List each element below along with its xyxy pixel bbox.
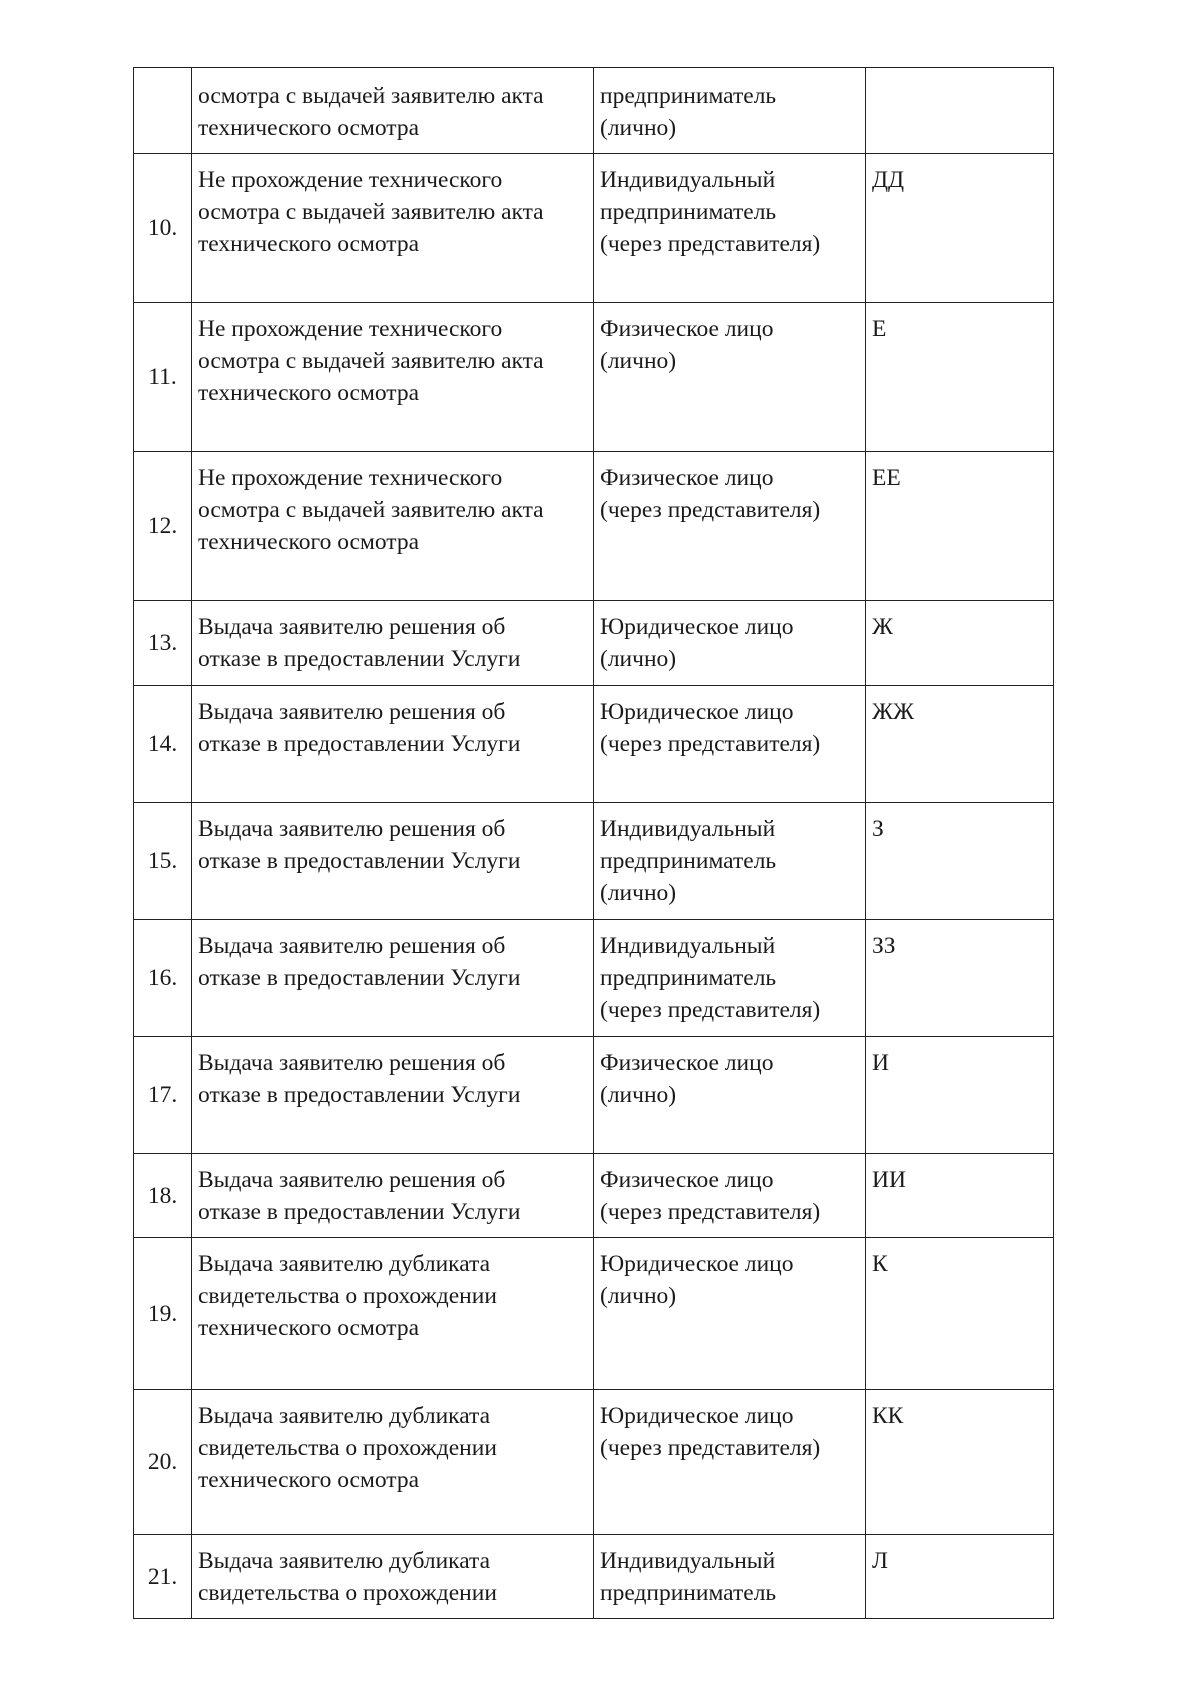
row-number xyxy=(134,68,192,154)
table-row xyxy=(134,1390,1054,1535)
code-cell: К xyxy=(866,1238,1054,1390)
table-row xyxy=(134,601,1054,686)
row-number: 12. xyxy=(134,452,192,601)
code-cell: КК xyxy=(866,1390,1054,1535)
service-cell: осмотра с выдачей заявителю акта технического осмотра xyxy=(192,68,594,154)
table-row xyxy=(134,452,1054,601)
row-number: 14. xyxy=(134,686,192,803)
row-number: 13. xyxy=(134,601,192,686)
code-cell: З xyxy=(866,803,1054,920)
table-row xyxy=(134,803,1054,920)
applicant-cell: Юридическое лицо (лично) xyxy=(594,601,866,686)
service-cell: Выдача заявителю решения об отказе в предоставлении Услуги xyxy=(192,601,594,686)
code-cell: ЕЕ xyxy=(866,452,1054,601)
service-cell: Выдача заявителю решения об отказе в предоставлении Услуги xyxy=(192,1037,594,1154)
row-number: 19. xyxy=(134,1238,192,1390)
table-row xyxy=(134,1154,1054,1238)
service-cell: Выдача заявителю решения об отказе в предоставлении Услуги xyxy=(192,803,594,920)
table-row xyxy=(134,68,1054,154)
applicant-cell: Юридическое лицо (через представителя) xyxy=(594,1390,866,1535)
service-cell: Не прохождение технического осмотра с выдачей заявителю акта технического осмотра xyxy=(192,452,594,601)
code-cell: ЗЗ xyxy=(866,920,1054,1037)
service-cell: Выдача заявителю дубликата свидетельства о прохождении xyxy=(192,1535,594,1619)
code-cell: И xyxy=(866,1037,1054,1154)
row-number: 10. xyxy=(134,154,192,303)
services-table xyxy=(133,67,1054,1619)
table-row xyxy=(134,303,1054,452)
service-cell: Выдача заявителю решения об отказе в предоставлении Услуги xyxy=(192,686,594,803)
applicant-cell: Юридическое лицо (лично) xyxy=(594,1238,866,1390)
service-cell: Выдача заявителю решения об отказе в предоставлении Услуги xyxy=(192,920,594,1037)
row-number: 20. xyxy=(134,1390,192,1535)
table-row xyxy=(134,1238,1054,1390)
applicant-cell: Юридическое лицо (через представителя) xyxy=(594,686,866,803)
service-cell: Выдача заявителю дубликата свидетельства о прохождении технического осмотра xyxy=(192,1390,594,1535)
code-cell: ИИ xyxy=(866,1154,1054,1238)
service-cell: Не прохождение технического осмотра с выдачей заявителю акта технического осмотра xyxy=(192,303,594,452)
row-number: 21. xyxy=(134,1535,192,1619)
service-cell: Выдача заявителю решения об отказе в предоставлении Услуги xyxy=(192,1154,594,1238)
row-number: 17. xyxy=(134,1037,192,1154)
table-row xyxy=(134,1037,1054,1154)
applicant-cell: Индивидуальный предприниматель xyxy=(594,1535,866,1619)
applicant-cell: Физическое лицо (лично) xyxy=(594,303,866,452)
table-row xyxy=(134,1535,1054,1619)
applicant-cell: Физическое лицо (лично) xyxy=(594,1037,866,1154)
code-cell: ДД xyxy=(866,154,1054,303)
code-cell: Л xyxy=(866,1535,1054,1619)
applicant-cell: Индивидуальный предприниматель (через представителя) xyxy=(594,920,866,1037)
service-cell: Не прохождение технического осмотра с выдачей заявителю акта технического осмотра xyxy=(192,154,594,303)
row-number: 11. xyxy=(134,303,192,452)
table-row xyxy=(134,686,1054,803)
code-cell: Ж xyxy=(866,601,1054,686)
applicant-cell: предприниматель (лично) xyxy=(594,68,866,154)
row-number: 18. xyxy=(134,1154,192,1238)
code-cell: Е xyxy=(866,303,1054,452)
applicant-cell: Физическое лицо (через представителя) xyxy=(594,1154,866,1238)
service-cell: Выдача заявителю дубликата свидетельства о прохождении технического осмотра xyxy=(192,1238,594,1390)
applicant-cell: Физическое лицо (через представителя) xyxy=(594,452,866,601)
table-row xyxy=(134,920,1054,1037)
table-row xyxy=(134,154,1054,303)
code-cell xyxy=(866,68,1054,154)
code-cell: ЖЖ xyxy=(866,686,1054,803)
applicant-cell: Индивидуальный предприниматель (через представителя) xyxy=(594,154,866,303)
row-number: 16. xyxy=(134,920,192,1037)
row-number: 15. xyxy=(134,803,192,920)
applicant-cell: Индивидуальный предприниматель (лично) xyxy=(594,803,866,920)
